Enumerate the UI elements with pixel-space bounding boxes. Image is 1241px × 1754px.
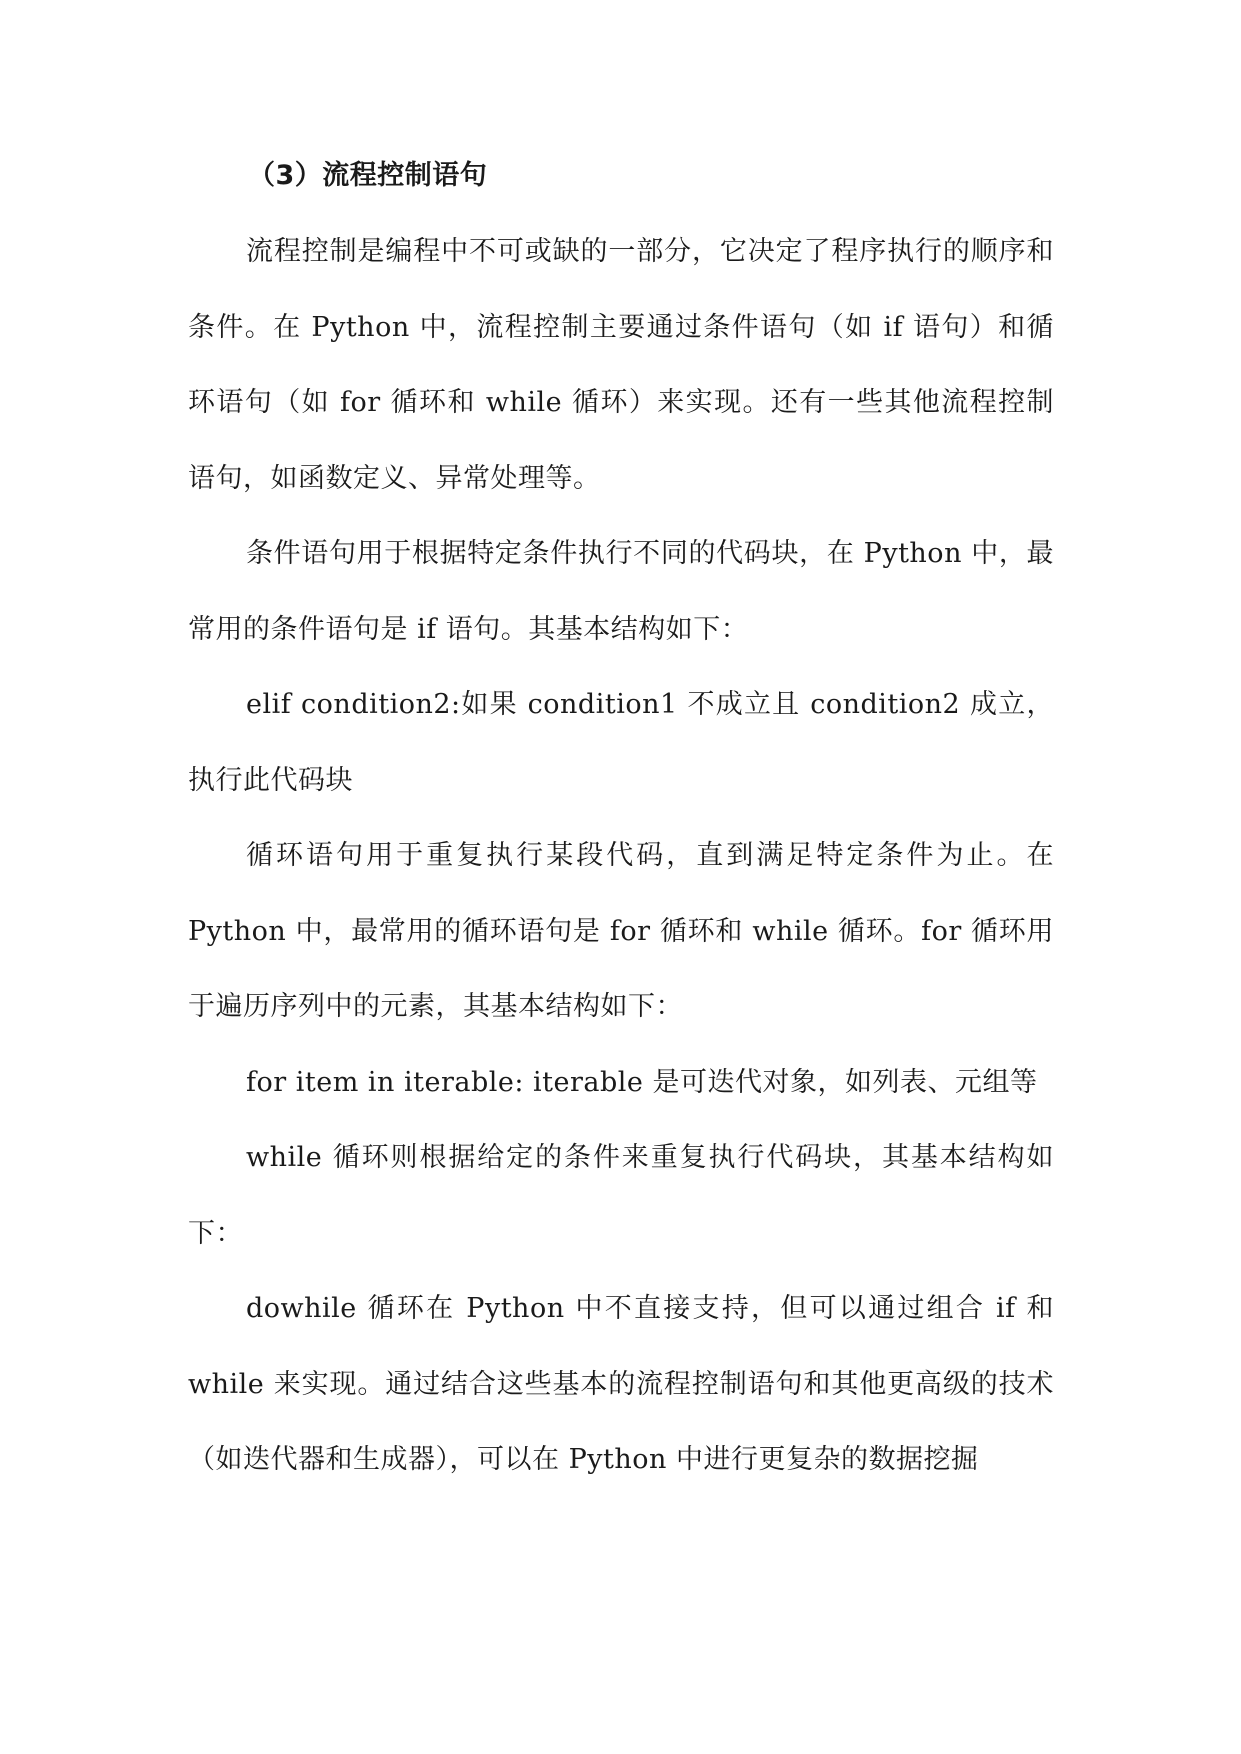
paragraph-flow-control-intro: 流程控制是编程中不可或缺的一部分，它决定了程序执行的顺序和条件。在 Python 中，流程控制主要通过条件语句（如 if 语句）和循环语句（如 for 循环和 while 循环）来实现。还有一些其他流程控制语句，如函数定义、异常处理等。 <box>188 236 1054 494</box>
paragraph-loop-statements: 循环语句用于重复执行某段代码，直到满足特定条件为止。在 Python 中，最常用的循环语句是 for 循环和 while 循环。for 循环用于遍历序列中的元素，其基本结构如下： <box>188 840 1054 1022</box>
paragraph-for-loop-syntax: for item in iterable: iterable 是可迭代对象，如列表、元组等 <box>246 1066 1038 1098</box>
page-content <box>188 138 1054 1498</box>
paragraph-while-loop: while 循环则根据给定的条件来重复执行代码块，其基本结构如下： <box>188 1142 1054 1249</box>
section-heading: （3）流程控制语句 <box>248 160 488 191</box>
paragraph-conditional-statements: 条件语句用于根据特定条件执行不同的代码块，在 Python 中，最常用的条件语句是 if 语句。其基本结构如下： <box>188 538 1054 645</box>
paragraph-elif-description: elif condition2:如果 condition1 不成立且 condition2 成立，执行此代码块 <box>188 689 1054 796</box>
paragraph-dowhile-loop: dowhile 循环在 Python 中不直接支持，但可以通过组合 if 和 while 来实现。通过结合这些基本的流程控制语句和其他更高级的技术（如迭代器和生成器），可以在 Python 中进行更复杂的数据挖掘 <box>188 1293 1054 1475</box>
